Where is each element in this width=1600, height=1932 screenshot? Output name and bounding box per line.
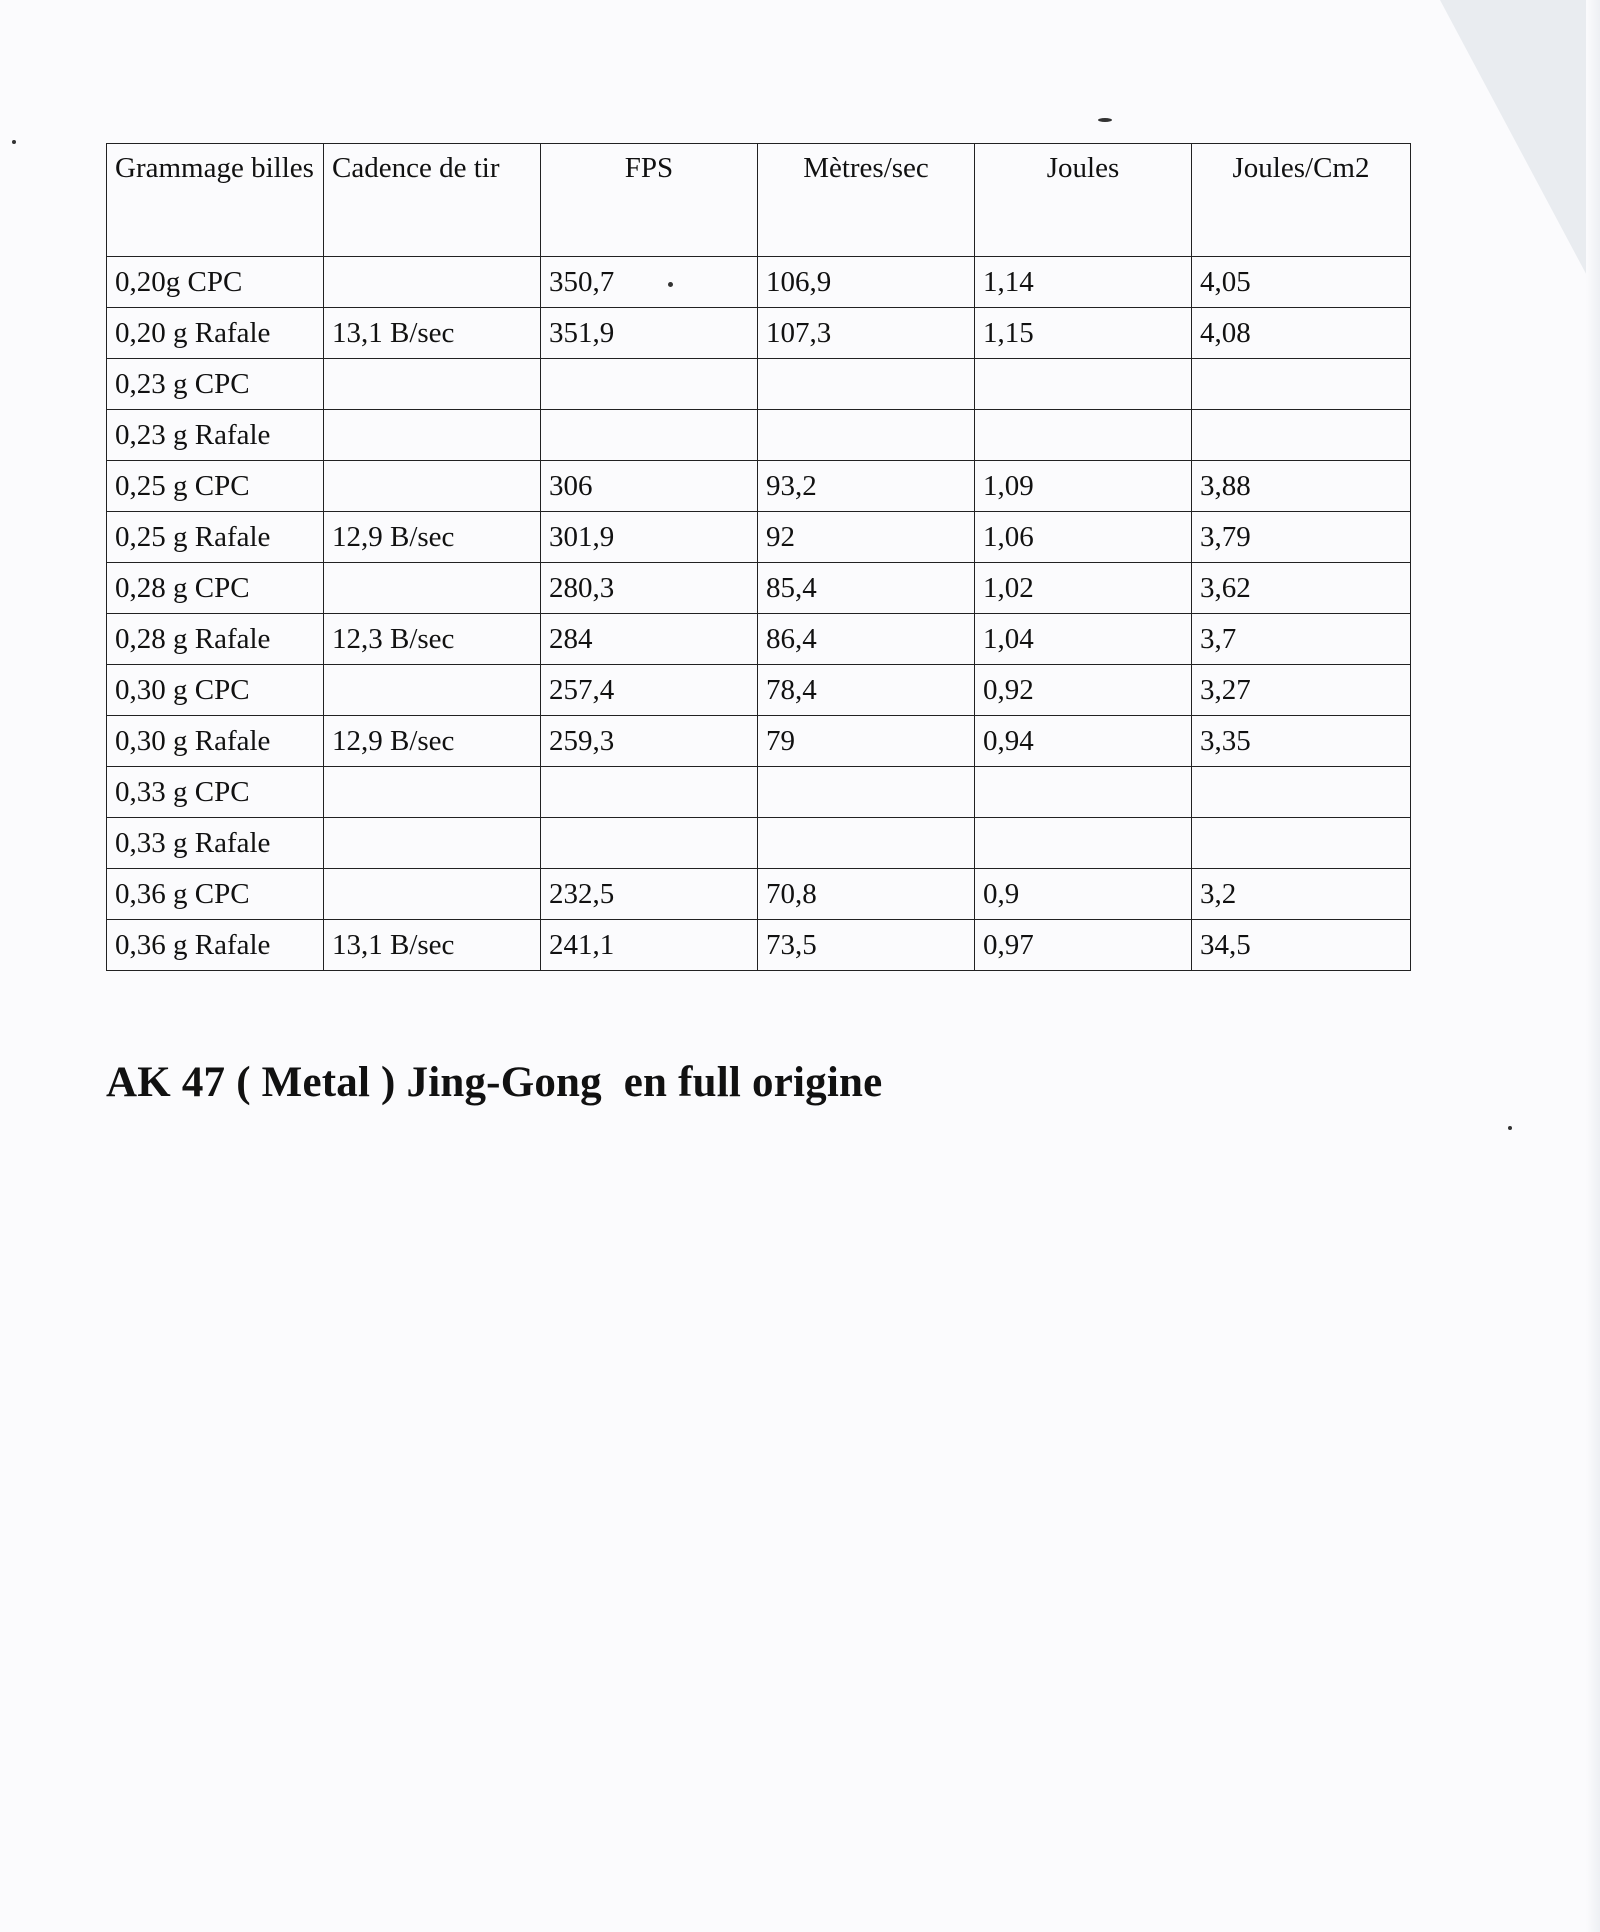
header-metres-sec: Mètres/sec [758,144,975,257]
cell-metres-sec: 73,5 [758,920,975,971]
cell-grammage: 0,36 g CPC [107,869,324,920]
table-row [107,920,1411,971]
cell-cadence: 13,1 B/sec [324,920,541,971]
cell-metres-sec: 86,4 [758,614,975,665]
cell-grammage: 0,33 g CPC [107,767,324,818]
table-row [107,818,1411,869]
cell-joules-cm2: 3,27 [1192,665,1411,716]
cell-metres-sec: 78,4 [758,665,975,716]
table-row [107,869,1411,920]
cell-metres-sec [758,767,975,818]
cell-grammage: 0,20 g Rafale [107,308,324,359]
header-joules: Joules [975,144,1192,257]
table-header-row [107,144,1411,257]
cell-grammage: 0,23 g CPC [107,359,324,410]
table-row [107,359,1411,410]
cell-joules-cm2 [1192,767,1411,818]
header-joules-cm2: Joules/Cm2 [1192,144,1411,257]
cell-joules-cm2 [1192,359,1411,410]
weapon-heading: AK 47 ( Metal ) Jing-Gong en full origine [106,1059,883,1106]
table-row [107,257,1411,308]
table-row [107,512,1411,563]
scan-speck [12,140,16,144]
scan-speck [1508,1126,1512,1130]
cell-fps: 241,1 [541,920,758,971]
header-grammage: Grammage billes [107,144,324,257]
cell-metres-sec: 107,3 [758,308,975,359]
cell-joules [975,767,1192,818]
cell-grammage: 0,23 g Rafale [107,410,324,461]
cell-cadence [324,818,541,869]
cell-grammage: 0,36 g Rafale [107,920,324,971]
cell-metres-sec: 85,4 [758,563,975,614]
cell-fps: 306 [541,461,758,512]
cell-cadence: 12,9 B/sec [324,716,541,767]
cell-grammage: 0,33 g Rafale [107,818,324,869]
cell-joules: 0,9 [975,869,1192,920]
cell-joules: 1,09 [975,461,1192,512]
cell-metres-sec [758,410,975,461]
cell-cadence [324,665,541,716]
cell-fps: 350,7 [541,257,758,308]
cell-grammage: 0,28 g CPC [107,563,324,614]
cell-grammage: 0,25 g CPC [107,461,324,512]
table-row [107,461,1411,512]
cell-cadence: 12,3 B/sec [324,614,541,665]
cell-metres-sec [758,359,975,410]
cell-fps: 232,5 [541,869,758,920]
cell-fps: 351,9 [541,308,758,359]
cell-joules [975,359,1192,410]
cell-joules: 0,97 [975,920,1192,971]
cell-joules: 1,06 [975,512,1192,563]
cell-metres-sec: 106,9 [758,257,975,308]
cell-cadence: 12,9 B/sec [324,512,541,563]
cell-joules-cm2: 3,7 [1192,614,1411,665]
cell-metres-sec [758,818,975,869]
cell-joules-cm2: 34,5 [1192,920,1411,971]
cell-grammage: 0,20g CPC [107,257,324,308]
cell-metres-sec: 79 [758,716,975,767]
cell-fps: 257,4 [541,665,758,716]
header-cadence: Cadence de tir [324,144,541,257]
cell-fps [541,818,758,869]
cell-joules-cm2: 4,08 [1192,308,1411,359]
cell-joules: 0,92 [975,665,1192,716]
cell-grammage: 0,30 g CPC [107,665,324,716]
cell-cadence [324,461,541,512]
cell-joules-cm2: 4,05 [1192,257,1411,308]
scan-speck [1098,118,1112,122]
cell-joules: 1,02 [975,563,1192,614]
cell-joules [975,410,1192,461]
cell-fps [541,359,758,410]
cell-metres-sec: 70,8 [758,869,975,920]
cell-cadence [324,359,541,410]
cell-grammage: 0,25 g Rafale [107,512,324,563]
cell-joules-cm2 [1192,410,1411,461]
cell-joules [975,818,1192,869]
cell-cadence: 13,1 B/sec [324,308,541,359]
cell-joules-cm2: 3,35 [1192,716,1411,767]
cell-fps: 301,9 [541,512,758,563]
page-edge-shadow [1586,0,1600,1932]
cell-grammage: 0,30 g Rafale [107,716,324,767]
cell-metres-sec: 92 [758,512,975,563]
table-row [107,716,1411,767]
table-row [107,563,1411,614]
table-row [107,410,1411,461]
cell-fps: 259,3 [541,716,758,767]
cell-fps: 284 [541,614,758,665]
table-row [107,665,1411,716]
table-row [107,614,1411,665]
table-row [107,308,1411,359]
cell-joules: 1,04 [975,614,1192,665]
cell-cadence [324,869,541,920]
cell-grammage: 0,28 g Rafale [107,614,324,665]
page-corner-shade [1440,0,1600,300]
header-fps: FPS [541,144,758,257]
cell-fps: 280,3 [541,563,758,614]
cell-fps [541,767,758,818]
cell-cadence [324,767,541,818]
cell-cadence [324,257,541,308]
cell-joules: 1,14 [975,257,1192,308]
cell-joules-cm2: 3,62 [1192,563,1411,614]
cell-joules-cm2: 3,88 [1192,461,1411,512]
scan-speck [668,282,673,287]
cell-joules: 1,15 [975,308,1192,359]
ballistics-table [106,143,1411,971]
cell-joules-cm2 [1192,818,1411,869]
cell-joules-cm2: 3,2 [1192,869,1411,920]
cell-joules-cm2: 3,79 [1192,512,1411,563]
cell-metres-sec: 93,2 [758,461,975,512]
cell-joules: 0,94 [975,716,1192,767]
cell-fps [541,410,758,461]
table-row [107,767,1411,818]
cell-cadence [324,563,541,614]
cell-cadence [324,410,541,461]
